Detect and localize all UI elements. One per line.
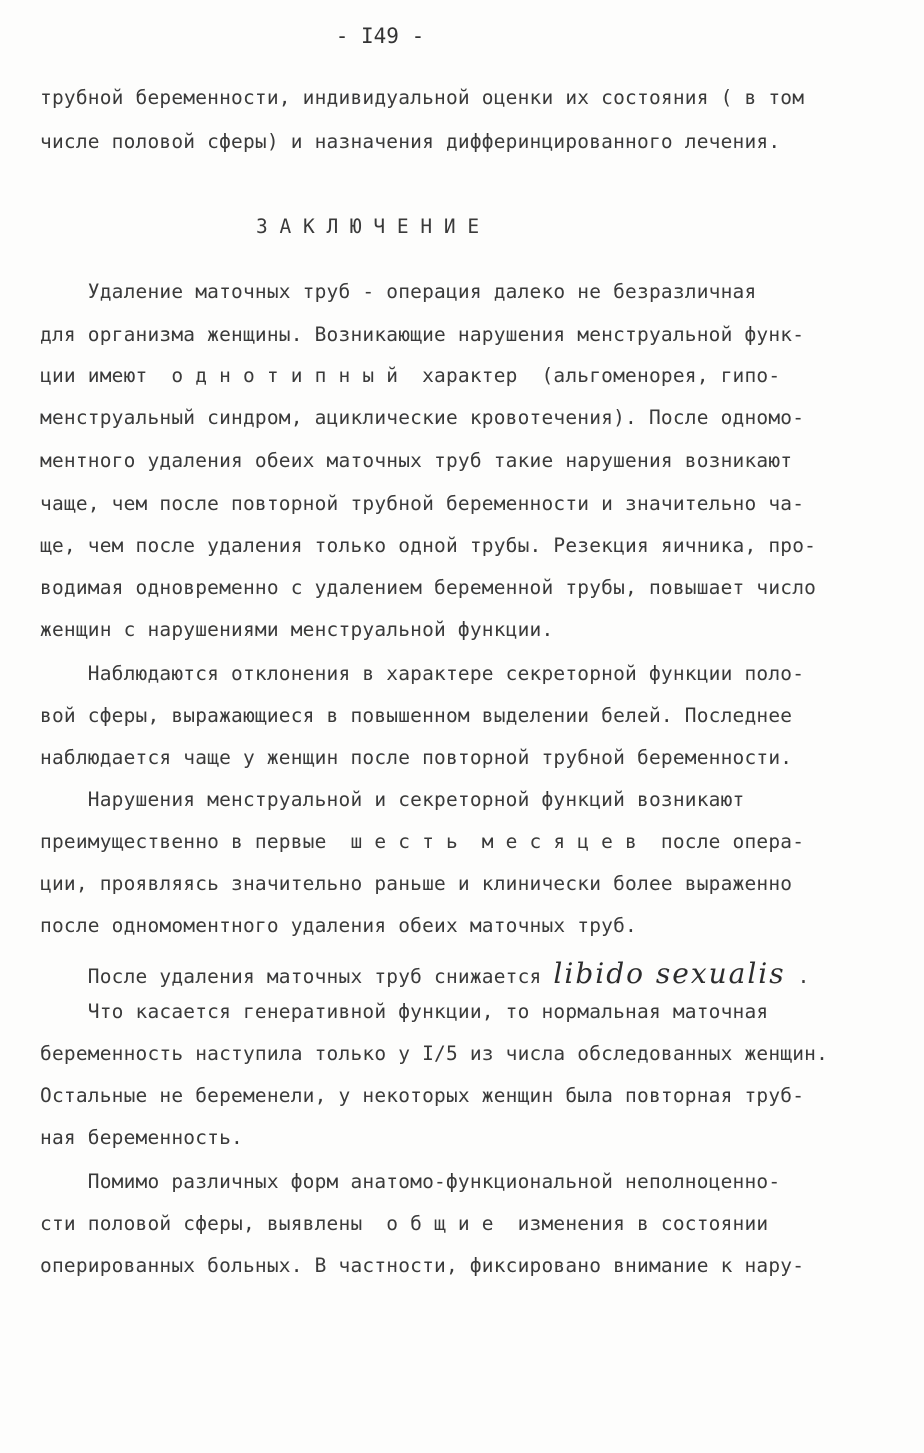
text-line: После удаления маточных труб снижается [40, 965, 554, 988]
text-line: Наблюдаются отклонения в характере секреторной функции поло- [40, 662, 805, 685]
text-line-with-handwriting [40, 957, 810, 990]
text-line: ции, проявляясь значительно раньше и клинически более выраженно [40, 872, 793, 895]
text-line: вой сферы, выражающиеся в повышенном выделении белей. Последнее [40, 704, 793, 727]
text-line: женщин с нарушениями менструальной функции. [40, 618, 554, 641]
text-line: для организма женщины. Возникающие нарушения менструальной функ- [40, 323, 805, 346]
text-line: Удаление маточных труб - операция далеко не безразличная [40, 280, 757, 303]
text-line: оперированных больных. В частности, фиксировано внимание к нару- [40, 1254, 805, 1277]
text-line: Нарушения менструальной и секреторной функций возникают [40, 788, 745, 811]
text-line: преимущественно в первые ш е с т ь м е с я ц е в после опера- [40, 830, 805, 853]
text-line: водимая одновременно с удалением беременной трубы, повышает число [40, 576, 817, 599]
text-line: после одномоментного удаления обеих маточных труб. [40, 914, 637, 937]
text-line: чаще, чем после повторной трубной беременности и значительно ча- [40, 492, 805, 515]
text-line: ще, чем после удаления только одной трубы. Резекция яичника, про- [40, 534, 817, 557]
line-end-period: . [785, 965, 810, 988]
text-line: менструальный синдром, ациклические кровотечения). После одномо- [40, 406, 805, 429]
text-line: Что касается генеративной функции, то нормальная маточная [40, 1000, 769, 1023]
text-line: Помимо различных форм анатомо-функциональной неполноценно- [40, 1170, 781, 1193]
text-line: Остальные не беременели, у некоторых женщин была повторная труб- [40, 1084, 805, 1107]
page-number: - I49 - [335, 24, 425, 48]
text-line: ции имеют о д н о т и п н ы й характер (альгоменорея, гипо- [40, 364, 781, 387]
text-line: беременность наступила только у I/5 из числа обследованных женщин. [40, 1042, 829, 1065]
section-heading: З А К Л Ю Ч Е Н И Е [256, 215, 480, 238]
text-line: наблюдается чаще у женщин после повторной трубной беременности. [40, 746, 793, 769]
text-line: трубной беременности, индивидуальной оценки их состояния ( в том [40, 86, 805, 109]
text-line: сти половой сферы, выявлены о б щ и е изменения в состоянии [40, 1212, 769, 1235]
handwritten-term: libido sexualis [553, 957, 786, 990]
text-line: ная беременность. [40, 1126, 243, 1149]
text-line: ментного удаления обеих маточных труб такие нарушения возникают [40, 449, 793, 472]
text-line: числе половой сферы) и назначения дифферинцированного лечения. [40, 130, 781, 153]
